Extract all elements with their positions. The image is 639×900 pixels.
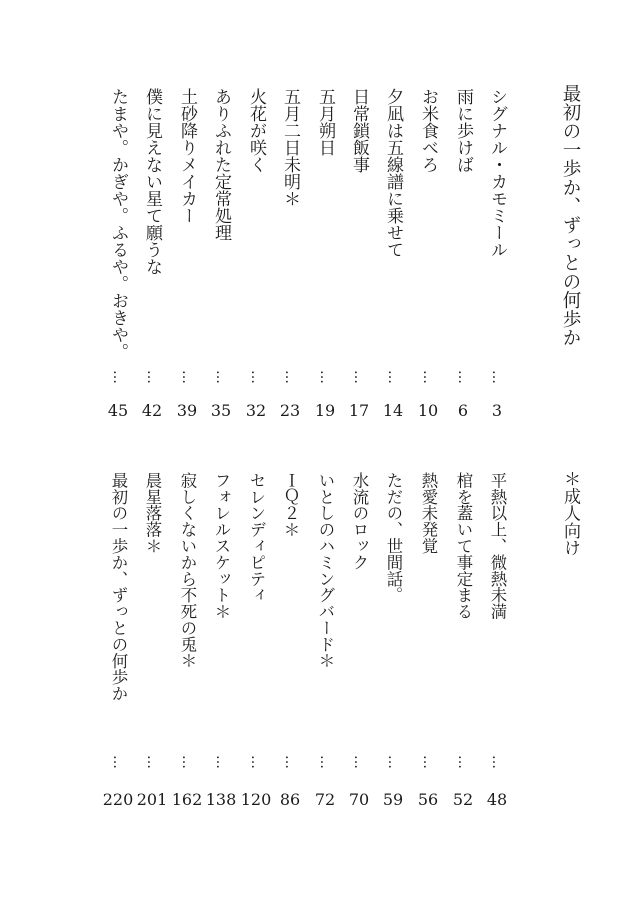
toc-entry-title: 火花が咲く (246, 88, 266, 173)
toc-page-number: 120 (240, 790, 272, 809)
toc-page-number: 3 (491, 401, 503, 420)
toc-leader-dots: … (351, 370, 367, 384)
toc-page-number: 201 (136, 790, 168, 809)
toc-leader-dots: … (455, 755, 471, 769)
toc-entry-title: ＩＱ２＊ (281, 472, 300, 538)
toc-page-number: 32 (245, 401, 267, 420)
toc-entry-title: 土砂降りメイカー (177, 88, 197, 224)
toc-page-number: 6 (457, 401, 469, 420)
toc-leader-dots: … (489, 370, 505, 384)
toc-leader-dots: … (144, 755, 160, 769)
toc-page-number: 42 (141, 401, 163, 420)
toc-page-number: 162 (171, 790, 203, 809)
toc-leader-dots: … (110, 370, 126, 384)
toc-entry-title: セレンディピティ (247, 472, 266, 604)
toc-leader-dots: … (248, 755, 264, 769)
toc-page-number: 48 (486, 790, 508, 809)
toc-leader-dots: … (317, 370, 333, 384)
toc-page-number: 220 (102, 790, 134, 809)
book-title-heading: 最初の一歩か、ずっとの何歩か (560, 84, 581, 348)
toc-leader-dots: … (213, 755, 229, 769)
toc-page-number: 45 (107, 401, 129, 420)
toc-leader-dots: … (282, 755, 298, 769)
toc-leader-dots: … (144, 370, 160, 384)
toc-page-number: 72 (314, 790, 336, 809)
toc-leader-dots: … (179, 755, 195, 769)
toc-page-number: 35 (210, 401, 232, 420)
toc-page-number: 10 (417, 401, 439, 420)
toc-entry-title: 日常鎖飯事 (349, 88, 369, 173)
toc-entry-title: 平熱以上、微熱未満 (488, 472, 507, 620)
toc-page-number: 52 (452, 790, 474, 809)
toc-page-number: 59 (382, 790, 404, 809)
toc-leader-dots: … (110, 755, 126, 769)
toc-entry-title: 雨に歩けば (453, 88, 473, 173)
toc-leader-dots: … (351, 755, 367, 769)
toc-entry-title: 最初の一歩か、ずっとの何歩か (109, 472, 128, 702)
toc-entry-title: フォレルスケット＊ (212, 472, 231, 620)
toc-leader-dots: … (420, 370, 436, 384)
toc-leader-dots: … (420, 755, 436, 769)
toc-page-number: 23 (279, 401, 301, 420)
toc-entry-title: ただの、世間話。 (384, 472, 403, 604)
toc-entry-title: 五月二日未明＊ (280, 88, 300, 207)
toc-entry-title: 棺を蓋いて事定まる (454, 472, 473, 620)
toc-leader-dots: … (489, 755, 505, 769)
toc-entry-title: 僕に見えない星て願うな (142, 88, 162, 275)
toc-page-number: 56 (417, 790, 439, 809)
toc-entry-title: 寂しくないから不死の兎＊ (178, 472, 197, 669)
toc-leader-dots: … (179, 370, 195, 384)
toc-entry-title: ありふれた定常処理 (211, 88, 231, 241)
toc-entry-title: 晨星落落＊ (143, 472, 162, 554)
toc-leader-dots: … (385, 755, 401, 769)
adult-content-note: ＊成人向け (560, 470, 580, 557)
toc-leader-dots: … (317, 755, 333, 769)
toc-page-number: 39 (176, 401, 198, 420)
toc-page-number: 14 (382, 401, 404, 420)
toc-entry-title: 夕凪は五線譜に乗せて (383, 88, 403, 258)
toc-page-number: 138 (205, 790, 237, 809)
toc-entry-title: 五月朔日 (315, 88, 335, 156)
toc-leader-dots: … (455, 370, 471, 384)
toc-page-number: 70 (348, 790, 370, 809)
toc-entry-title: お米食べろ (418, 88, 438, 173)
toc-leader-dots: … (385, 370, 401, 384)
toc-entry-title: いとしのハミングバード＊ (316, 472, 335, 669)
toc-page-number: 86 (279, 790, 301, 809)
toc-page-number: 19 (314, 401, 336, 420)
toc-entry-title: 水流のロック (350, 472, 369, 571)
toc-page-number: 17 (348, 401, 370, 420)
toc-leader-dots: … (282, 370, 298, 384)
toc-entry-title: シグナル・カモミール (487, 88, 507, 258)
toc-leader-dots: … (248, 370, 264, 384)
toc-entry-title: 熱愛未発覚 (419, 472, 438, 554)
toc-entry-title: たまや。かぎや。ふるや。おきや。 (108, 88, 128, 360)
toc-leader-dots: … (213, 370, 229, 384)
